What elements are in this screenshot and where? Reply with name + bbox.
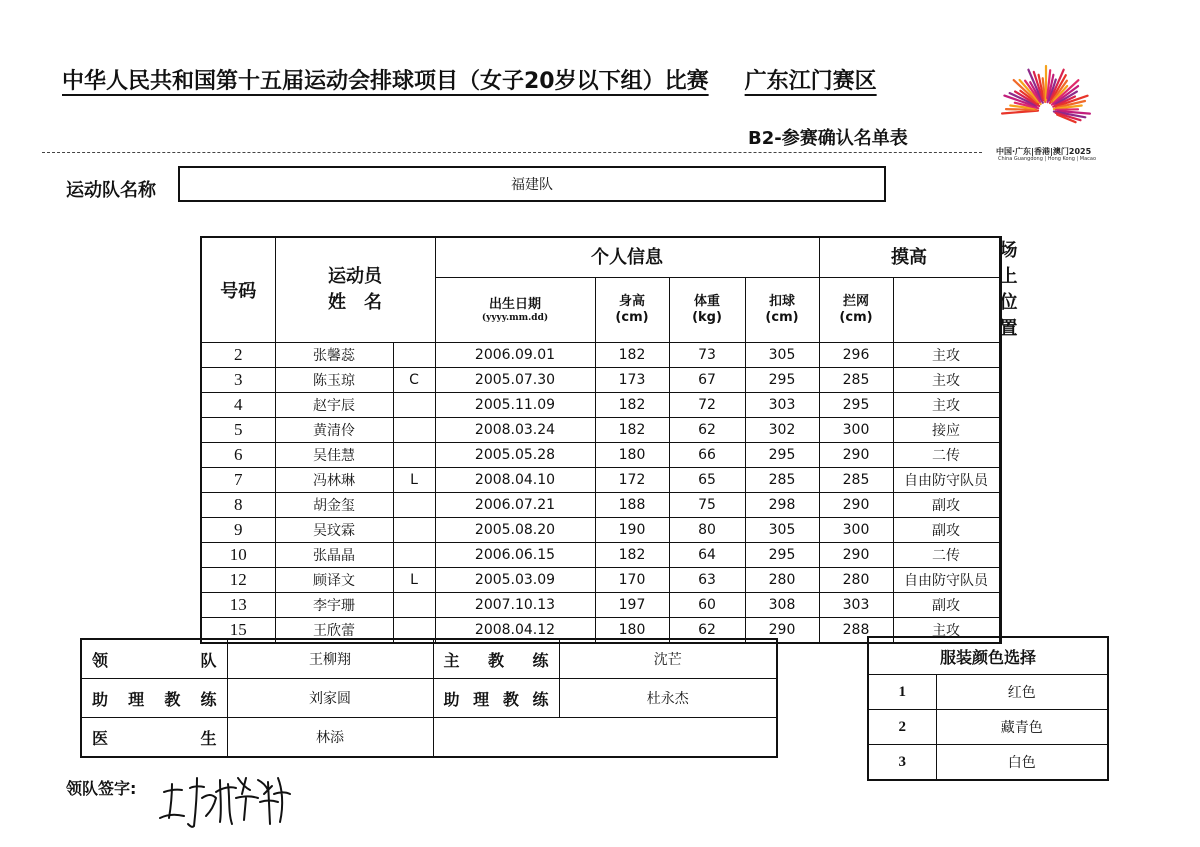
height-cm: 182 <box>595 418 669 443</box>
court-position: 二传 <box>893 543 999 568</box>
uniform-option-index: 3 <box>868 745 936 781</box>
player-number: 5 <box>201 418 275 443</box>
weight-kg: 65 <box>669 468 745 493</box>
weight-kg: 67 <box>669 368 745 393</box>
weight-kg: 64 <box>669 543 745 568</box>
spike-reach: 290 <box>745 618 819 644</box>
table-row <box>201 518 1001 543</box>
header-athlete-name: 运动员 姓 名 <box>275 237 435 343</box>
block-reach: 290 <box>819 543 893 568</box>
weight-kg: 63 <box>669 568 745 593</box>
player-role-mark <box>393 418 435 443</box>
table-row <box>201 568 1001 593</box>
player-name: 赵宇辰 <box>275 393 393 418</box>
height-cm: 180 <box>595 443 669 468</box>
height-cm: 182 <box>595 393 669 418</box>
birth-date: 2005.03.09 <box>435 568 595 593</box>
player-role-mark: L <box>393 568 435 593</box>
height-cm: 180 <box>595 618 669 644</box>
header-weight: 体重 (kg) <box>669 278 745 343</box>
assistant-coach-label-2: 助 理 教 练 <box>433 679 559 718</box>
weight-kg: 80 <box>669 518 745 543</box>
document-title <box>62 64 877 95</box>
birth-date: 2008.04.12 <box>435 618 595 644</box>
uniform-color-title: 服装颜色选择 <box>868 637 1108 675</box>
player-name: 张晶晶 <box>275 543 393 568</box>
block-reach: 290 <box>819 443 893 468</box>
player-name: 李宇珊 <box>275 593 393 618</box>
weight-kg: 60 <box>669 593 745 618</box>
table-row <box>201 393 1001 418</box>
team-name-value: 福建队 <box>511 177 553 193</box>
birth-date: 2008.03.24 <box>435 418 595 443</box>
weight-kg: 72 <box>669 393 745 418</box>
header-spike-reach: 扣球 (cm) <box>745 278 819 343</box>
empty-staff-cell <box>433 718 777 758</box>
player-number: 8 <box>201 493 275 518</box>
block-reach: 303 <box>819 593 893 618</box>
table-row <box>201 418 1001 443</box>
header-number: 号码 <box>201 237 275 343</box>
player-name: 黄清伶 <box>275 418 393 443</box>
handwritten-signature <box>150 764 300 834</box>
spike-reach: 295 <box>745 543 819 568</box>
player-number: 7 <box>201 468 275 493</box>
player-role-mark <box>393 443 435 468</box>
assistant-coach-1-value: 刘家圆 <box>227 679 433 718</box>
head-coach-value: 沈芒 <box>559 639 777 679</box>
assistant-coach-2-value: 杜永杰 <box>559 679 777 718</box>
weight-kg: 62 <box>669 418 745 443</box>
player-number: 9 <box>201 518 275 543</box>
birth-date: 2008.04.10 <box>435 468 595 493</box>
player-name: 吴玟霖 <box>275 518 393 543</box>
block-reach: 296 <box>819 343 893 368</box>
player-number: 10 <box>201 543 275 568</box>
table-row <box>201 443 1001 468</box>
court-position: 二传 <box>893 443 999 468</box>
spike-reach: 308 <box>745 593 819 618</box>
team-name-label: 运动队名称 <box>66 180 156 201</box>
block-reach: 285 <box>819 468 893 493</box>
spike-reach: 305 <box>745 343 819 368</box>
uniform-option-index: 2 <box>868 710 936 745</box>
logo-caption: 中国·广东|香港|澳门2025 <box>996 147 1092 156</box>
court-position: 接应 <box>893 418 999 443</box>
uniform-option-color: 白色 <box>936 745 1108 781</box>
uniform-option-row <box>868 745 1108 781</box>
player-name: 陈玉琼 <box>275 368 393 393</box>
height-cm: 188 <box>595 493 669 518</box>
table-row <box>201 343 1001 368</box>
table-row <box>201 593 1001 618</box>
spike-reach: 295 <box>745 443 819 468</box>
birth-date: 2007.10.13 <box>435 593 595 618</box>
court-position: 副攻 <box>893 493 999 518</box>
header-height: 身高 (cm) <box>595 278 669 343</box>
player-role-mark <box>393 393 435 418</box>
spike-reach: 285 <box>745 468 819 493</box>
spike-reach: 298 <box>745 493 819 518</box>
player-role-mark <box>393 593 435 618</box>
court-position: 自由防守队员 <box>893 568 999 593</box>
header-personal-info: 个人信息 <box>435 237 819 278</box>
court-position: 主攻 <box>893 368 999 393</box>
player-name: 冯林琳 <box>275 468 393 493</box>
player-role-mark <box>393 493 435 518</box>
court-position: 自由防守队员 <box>893 468 999 493</box>
uniform-option-index: 1 <box>868 675 936 710</box>
height-cm: 173 <box>595 368 669 393</box>
block-reach: 300 <box>819 418 893 443</box>
roster-table <box>200 236 1018 644</box>
height-cm: 182 <box>595 343 669 368</box>
spike-reach: 303 <box>745 393 819 418</box>
player-number: 6 <box>201 443 275 468</box>
table-row <box>201 368 1001 393</box>
block-reach: 288 <box>819 618 893 644</box>
height-cm: 170 <box>595 568 669 593</box>
head-coach-label: 主 教 练 <box>433 639 559 679</box>
signature-label: 领队签字: <box>66 779 137 798</box>
table-row <box>201 468 1001 493</box>
player-number: 4 <box>201 393 275 418</box>
block-reach: 285 <box>819 368 893 393</box>
spike-reach: 305 <box>745 518 819 543</box>
uniform-option-color: 藏青色 <box>936 710 1108 745</box>
player-role-mark <box>393 543 435 568</box>
player-name: 王欣蕾 <box>275 618 393 644</box>
weight-kg: 62 <box>669 618 745 644</box>
title-region: 广东江门赛区 <box>744 69 877 94</box>
assistant-coach-label: 助 理 教 练 <box>81 679 227 718</box>
player-number: 13 <box>201 593 275 618</box>
height-cm: 190 <box>595 518 669 543</box>
player-name: 顾译文 <box>275 568 393 593</box>
table-row <box>201 543 1001 568</box>
weight-kg: 66 <box>669 443 745 468</box>
block-reach: 290 <box>819 493 893 518</box>
team-leader-value: 王柳翔 <box>227 639 433 679</box>
court-position: 主攻 <box>893 393 999 418</box>
doctor-label: 医 生 <box>81 718 227 758</box>
court-position: 主攻 <box>893 343 999 368</box>
uniform-option-row <box>868 710 1108 745</box>
birth-date: 2006.07.21 <box>435 493 595 518</box>
spike-reach: 302 <box>745 418 819 443</box>
birth-date: 2005.07.30 <box>435 368 595 393</box>
spike-reach: 280 <box>745 568 819 593</box>
birth-date: 2006.09.01 <box>435 343 595 368</box>
birth-date: 2006.06.15 <box>435 543 595 568</box>
player-role-mark <box>393 343 435 368</box>
birth-date: 2005.08.20 <box>435 518 595 543</box>
player-role-mark: C <box>393 368 435 393</box>
header-block-reach: 拦网 (cm) <box>819 278 893 343</box>
birth-date: 2005.05.28 <box>435 443 595 468</box>
team-name-field <box>178 166 886 202</box>
weight-kg: 75 <box>669 493 745 518</box>
games-logo-icon <box>990 48 1102 160</box>
court-position: 主攻 <box>893 618 999 644</box>
player-name: 吴佳慧 <box>275 443 393 468</box>
player-name: 张馨蕊 <box>275 343 393 368</box>
player-name: 胡金玺 <box>275 493 393 518</box>
court-position: 副攻 <box>893 593 999 618</box>
player-number: 3 <box>201 368 275 393</box>
player-number: 15 <box>201 618 275 644</box>
block-reach: 280 <box>819 568 893 593</box>
uniform-option-row <box>868 675 1108 710</box>
header-position: 场上 位置 <box>999 237 1001 343</box>
birth-date: 2005.11.09 <box>435 393 595 418</box>
form-title: B2-参赛确认名单表 <box>748 128 908 149</box>
block-reach: 300 <box>819 518 893 543</box>
player-role-mark: L <box>393 468 435 493</box>
header-reach: 摸高 <box>819 237 999 278</box>
block-reach: 295 <box>819 393 893 418</box>
table-row <box>201 493 1001 518</box>
title-main: 中华人民共和国第十五届运动会排球项目（女子20岁以下组）比赛 <box>62 69 709 94</box>
team-leader-label: 领 队 <box>81 639 227 679</box>
logo-caption-en: China Guangdong | Hong Kong | Macao <box>998 156 1097 162</box>
doctor-value: 林添 <box>227 718 433 758</box>
header-birth-date: 出生日期 (yyyy.mm.dd) <box>435 278 595 343</box>
player-role-mark <box>393 518 435 543</box>
spike-reach: 295 <box>745 368 819 393</box>
player-number: 12 <box>201 568 275 593</box>
staff-table <box>80 638 778 758</box>
uniform-color-table <box>867 636 1109 781</box>
height-cm: 172 <box>595 468 669 493</box>
uniform-option-color: 红色 <box>936 675 1108 710</box>
player-number: 2 <box>201 343 275 368</box>
weight-kg: 73 <box>669 343 745 368</box>
height-cm: 182 <box>595 543 669 568</box>
dashed-divider <box>42 152 982 153</box>
court-position: 副攻 <box>893 518 999 543</box>
height-cm: 197 <box>595 593 669 618</box>
